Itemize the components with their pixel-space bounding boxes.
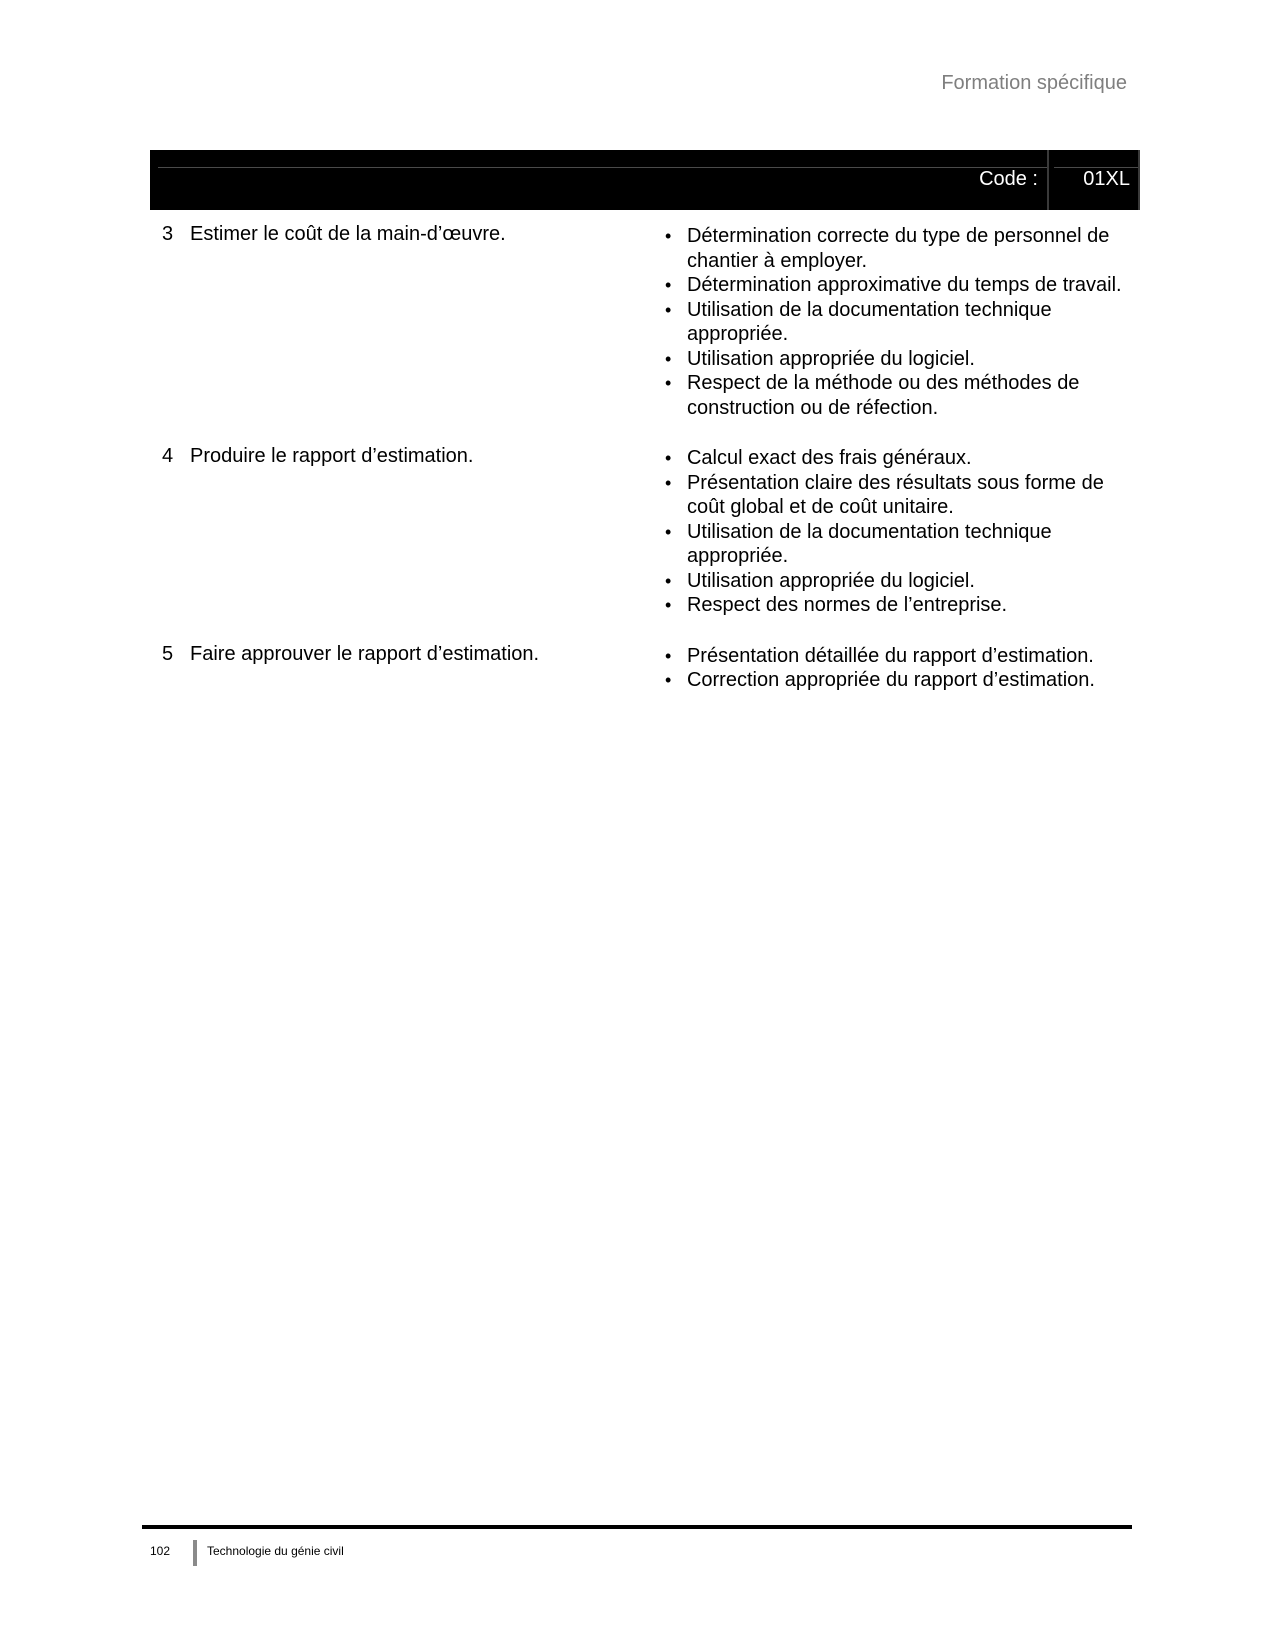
criteria-item: • Présentation détaillée du rapport d’estimation. bbox=[665, 644, 1140, 669]
criteria-item: • Respect des normes de l’entreprise. bbox=[665, 593, 1140, 618]
criteria-item: • Respect de la méthode ou des méthodes de construction ou de réfection. bbox=[665, 371, 1140, 420]
step-number: 4 bbox=[162, 445, 174, 467]
step-cell bbox=[150, 642, 635, 693]
criteria-list bbox=[635, 446, 1140, 618]
criteria-item: • Utilisation de la documentation technique appropriée. bbox=[665, 520, 1140, 569]
competency-table bbox=[150, 222, 1140, 717]
step-cell bbox=[150, 444, 635, 618]
running-header: Formation spécifique bbox=[941, 72, 1127, 94]
code-value: 01XL bbox=[1083, 168, 1130, 190]
table-row bbox=[150, 222, 1140, 420]
table-row bbox=[150, 642, 1140, 693]
criteria-item: • Calcul exact des frais généraux. bbox=[665, 446, 1140, 471]
step-number: 3 bbox=[162, 223, 174, 245]
page-number: 102 bbox=[150, 1544, 171, 1558]
criteria-item: • Utilisation appropriée du logiciel. bbox=[665, 347, 1140, 372]
criteria-item: • Utilisation appropriée du logiciel. bbox=[665, 569, 1140, 594]
criteria-item: • Détermination correcte du type de personnel de chantier à employer. bbox=[665, 224, 1140, 273]
step-text: Estimer le coût de la main-d’œuvre. bbox=[190, 223, 506, 245]
code-bar bbox=[150, 150, 1140, 210]
footer-separator bbox=[193, 1540, 197, 1566]
criteria-list bbox=[635, 224, 1140, 420]
table-row bbox=[150, 444, 1140, 618]
criteria-item: • Utilisation de la documentation technique appropriée. bbox=[665, 298, 1140, 347]
code-label: Code : bbox=[979, 168, 1038, 190]
code-bar-rule bbox=[158, 167, 1048, 168]
criteria-item: • Présentation claire des résultats sous forme de coût global et de coût unitaire. bbox=[665, 471, 1140, 520]
criteria-item: • Correction appropriée du rapport d’estimation. bbox=[665, 668, 1140, 693]
code-bar-divider bbox=[1047, 150, 1049, 210]
step-text: Produire le rapport d’estimation. bbox=[190, 445, 474, 467]
footer-title: Technologie du génie civil bbox=[207, 1544, 344, 1558]
criteria-item: • Détermination approximative du temps de travail. bbox=[665, 273, 1140, 298]
footer-rule bbox=[142, 1525, 1132, 1529]
step-number: 5 bbox=[162, 642, 174, 665]
code-bar-edge bbox=[1138, 150, 1140, 210]
criteria-list bbox=[635, 644, 1140, 693]
step-text: Faire approuver le rapport d’estimation. bbox=[190, 642, 540, 665]
step-cell bbox=[150, 222, 635, 420]
